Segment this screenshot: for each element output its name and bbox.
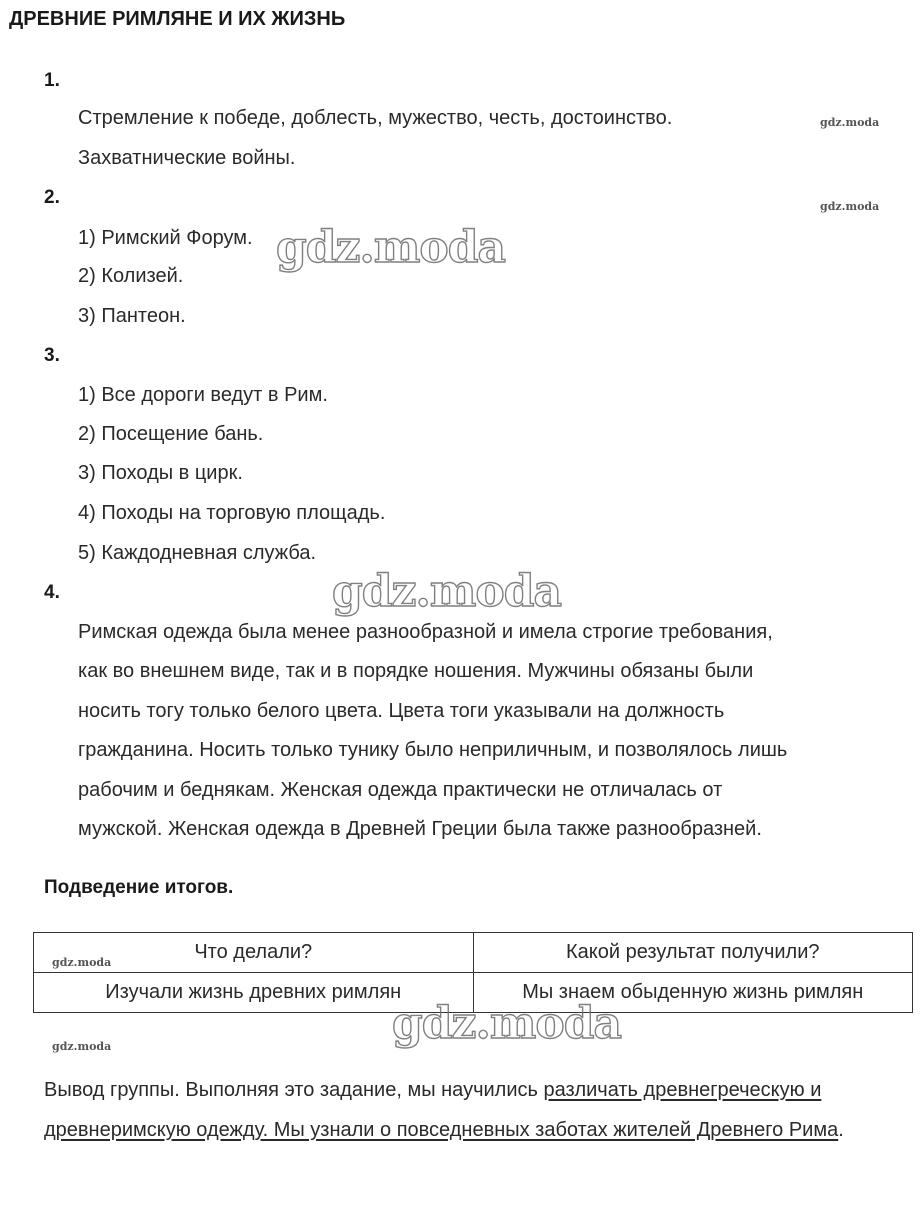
group-conclusion: [44, 1070, 904, 1150]
summary-heading: Подведение итогов.: [44, 877, 234, 898]
watermark-large: gdz.moda: [276, 222, 506, 273]
question-number-1: 1.: [44, 70, 60, 91]
table-cell: Мы знаем обыденную жизнь римлян: [473, 973, 913, 1013]
conclusion-end: .: [838, 1119, 844, 1141]
answer-2-line-3: 3) Пантеон.: [78, 305, 186, 327]
table-header-cell: Что делали?: [34, 933, 474, 973]
answer-4-line-1: Римская одежда была менее разнообразной и имела строгие требования,: [78, 621, 773, 643]
answer-3-line-4: 4) Походы на торговую площадь.: [78, 502, 386, 524]
answer-4-line-3: носить тогу только белого цвета. Цвета тоги указывали на должность: [78, 700, 725, 722]
answer-3-line-3: 3) Походы в цирк.: [78, 462, 243, 484]
answer-4-line-6: мужской. Женская одежда в Древней Греции была также разнообразней.: [78, 818, 762, 840]
answer-3-line-1: 1) Все дороги ведут в Рим.: [78, 384, 328, 406]
question-number-4: 4.: [44, 582, 60, 603]
conclusion-text: Вывод группы. Выполняя это задание, мы научились: [44, 1079, 544, 1101]
answer-4-line-2: как во внешнем виде, так и в порядке ношения. Мужчины обязаны были: [78, 660, 754, 682]
watermark-small: gdz.moda: [52, 956, 112, 969]
answer-1-line-2: Захватнические войны.: [78, 147, 296, 169]
watermark-small: gdz.moda: [820, 116, 880, 129]
page-title: ДРЕВНИЕ РИМЛЯНЕ И ИХ ЖИЗНЬ: [9, 8, 346, 30]
table-cell: Изучали жизнь древних римлян: [34, 973, 474, 1013]
answer-2-line-2: 2) Колизей.: [78, 265, 184, 287]
answer-3-line-2: 2) Посещение бань.: [78, 423, 264, 445]
answer-3-line-5: 5) Каждодневная служба.: [78, 542, 317, 564]
conclusion-underlined-text: различать древнегреческую и древнеримскую одежду. Мы узнали о повседневных заботах жителей Древнего Рима: [44, 1079, 839, 1141]
watermark-small: gdz.moda: [52, 1040, 112, 1053]
answer-2-line-1: 1) Римский Форум.: [78, 227, 253, 249]
answer-1-line-1: Стремление к победе, доблесть, мужество, честь, достоинство.: [78, 107, 673, 129]
question-number-3: 3.: [44, 345, 60, 366]
answer-4-line-4: гражданина. Носить только тунику было неприличным, и позволялось лишь: [78, 739, 788, 761]
question-number-2: 2.: [44, 187, 60, 208]
watermark-large: gdz.moda: [332, 566, 562, 617]
watermark-small: gdz.moda: [820, 200, 880, 213]
watermark-large: gdz.moda: [392, 998, 622, 1049]
table-header-cell: Какой результат получили?: [473, 933, 913, 973]
table-header-row: [34, 933, 913, 973]
answer-4-line-5: рабочим и беднякам. Женская одежда практически не отличалась от: [78, 779, 723, 801]
